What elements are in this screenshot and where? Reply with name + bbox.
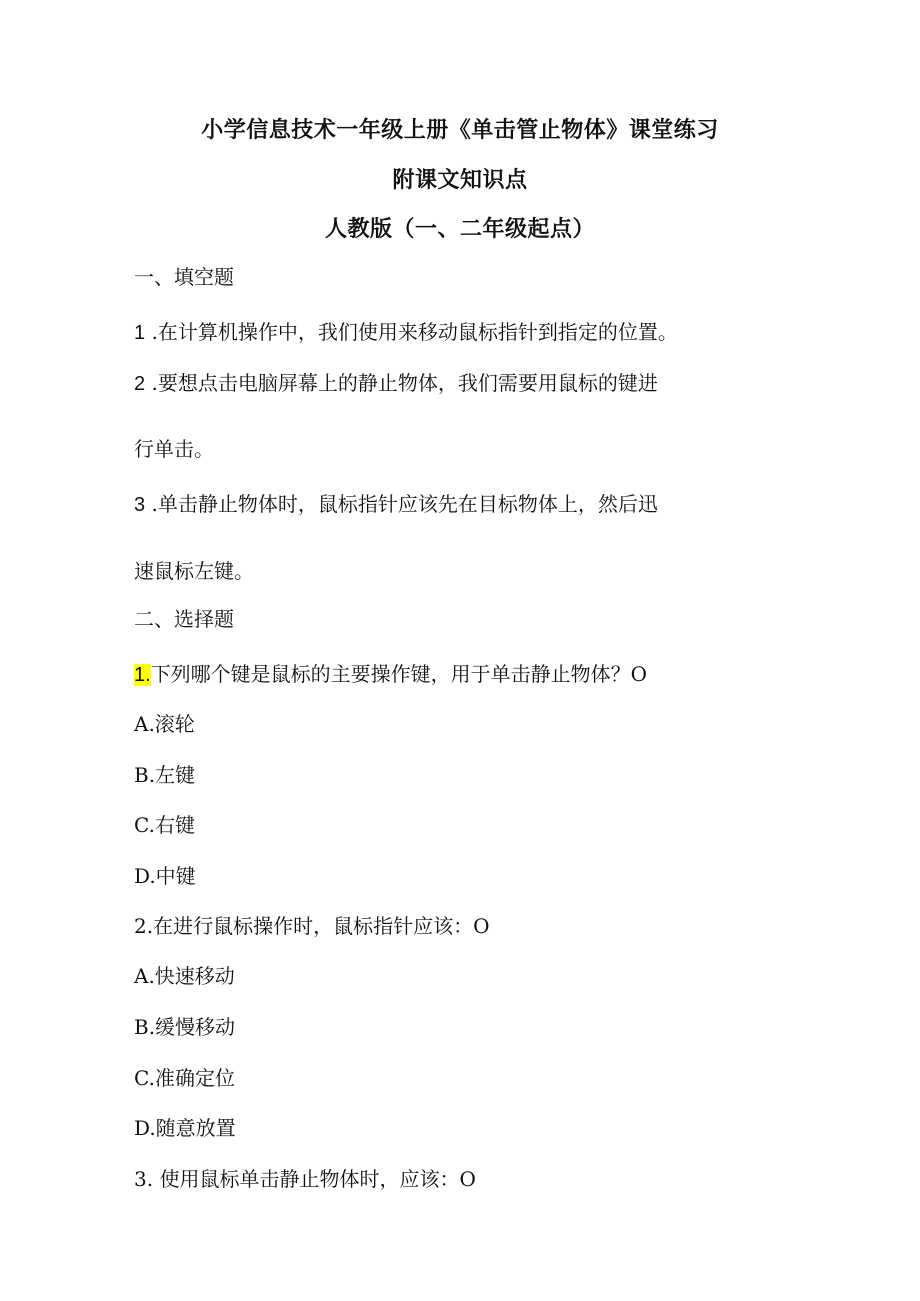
choice-question-3: 3. 使用鼠标单击静止物体时，应该：O	[134, 1167, 476, 1191]
fill-in-question-3-continued: 速鼠标左键。	[134, 559, 254, 583]
section-heading-choice: 二、选择题	[134, 607, 234, 631]
fill-in-question-3	[134, 489, 658, 520]
choice-q1-option-b: B.左键	[134, 763, 196, 787]
document-title: 小学信息技术一年级上册《单击管止物体》课堂练习	[201, 118, 719, 143]
document-subtitle: 附课文知识点	[392, 168, 528, 193]
question-number: 2	[134, 373, 146, 395]
section-heading-fill-in: 一、填空题	[134, 265, 234, 289]
question-text: 下列哪个键是鼠标的主要操作键，用于单击静止物体？O	[150, 662, 648, 686]
choice-q1-option-d: D.中键	[134, 864, 196, 888]
question-number: 3	[134, 494, 146, 516]
fill-in-question-2-continued: 行单击。	[134, 437, 214, 461]
document-edition: 人教版（一、二年级起点）	[324, 217, 595, 242]
choice-q2-option-b: B.缓慢移动	[134, 1015, 236, 1039]
question-text: .要想点击电脑屏幕上的静止物体，我们需要用鼠标的键进	[145, 371, 658, 395]
question-number: 1	[134, 322, 146, 344]
choice-q2-option-a: A.快速移动	[134, 964, 235, 988]
fill-in-question-1	[134, 317, 678, 348]
choice-question-1	[134, 659, 647, 690]
choice-q1-option-c: C.右键	[134, 813, 195, 837]
choice-q2-option-d: D.随意放置	[134, 1116, 236, 1140]
choice-question-2: 2.在进行鼠标操作时，鼠标指针应该：O	[134, 914, 490, 938]
question-text: .单击静止物体时，鼠标指针应该先在目标物体上，然后迅	[145, 492, 658, 516]
fill-in-question-2	[134, 368, 658, 399]
choice-q2-option-c: C.准确定位	[134, 1066, 235, 1090]
highlighted-question-number: 1.	[134, 664, 151, 686]
choice-q1-option-a: A.滚轮	[134, 712, 195, 736]
question-text: .在计算机操作中，我们使用来移动鼠标指针到指定的位置。	[145, 320, 678, 344]
